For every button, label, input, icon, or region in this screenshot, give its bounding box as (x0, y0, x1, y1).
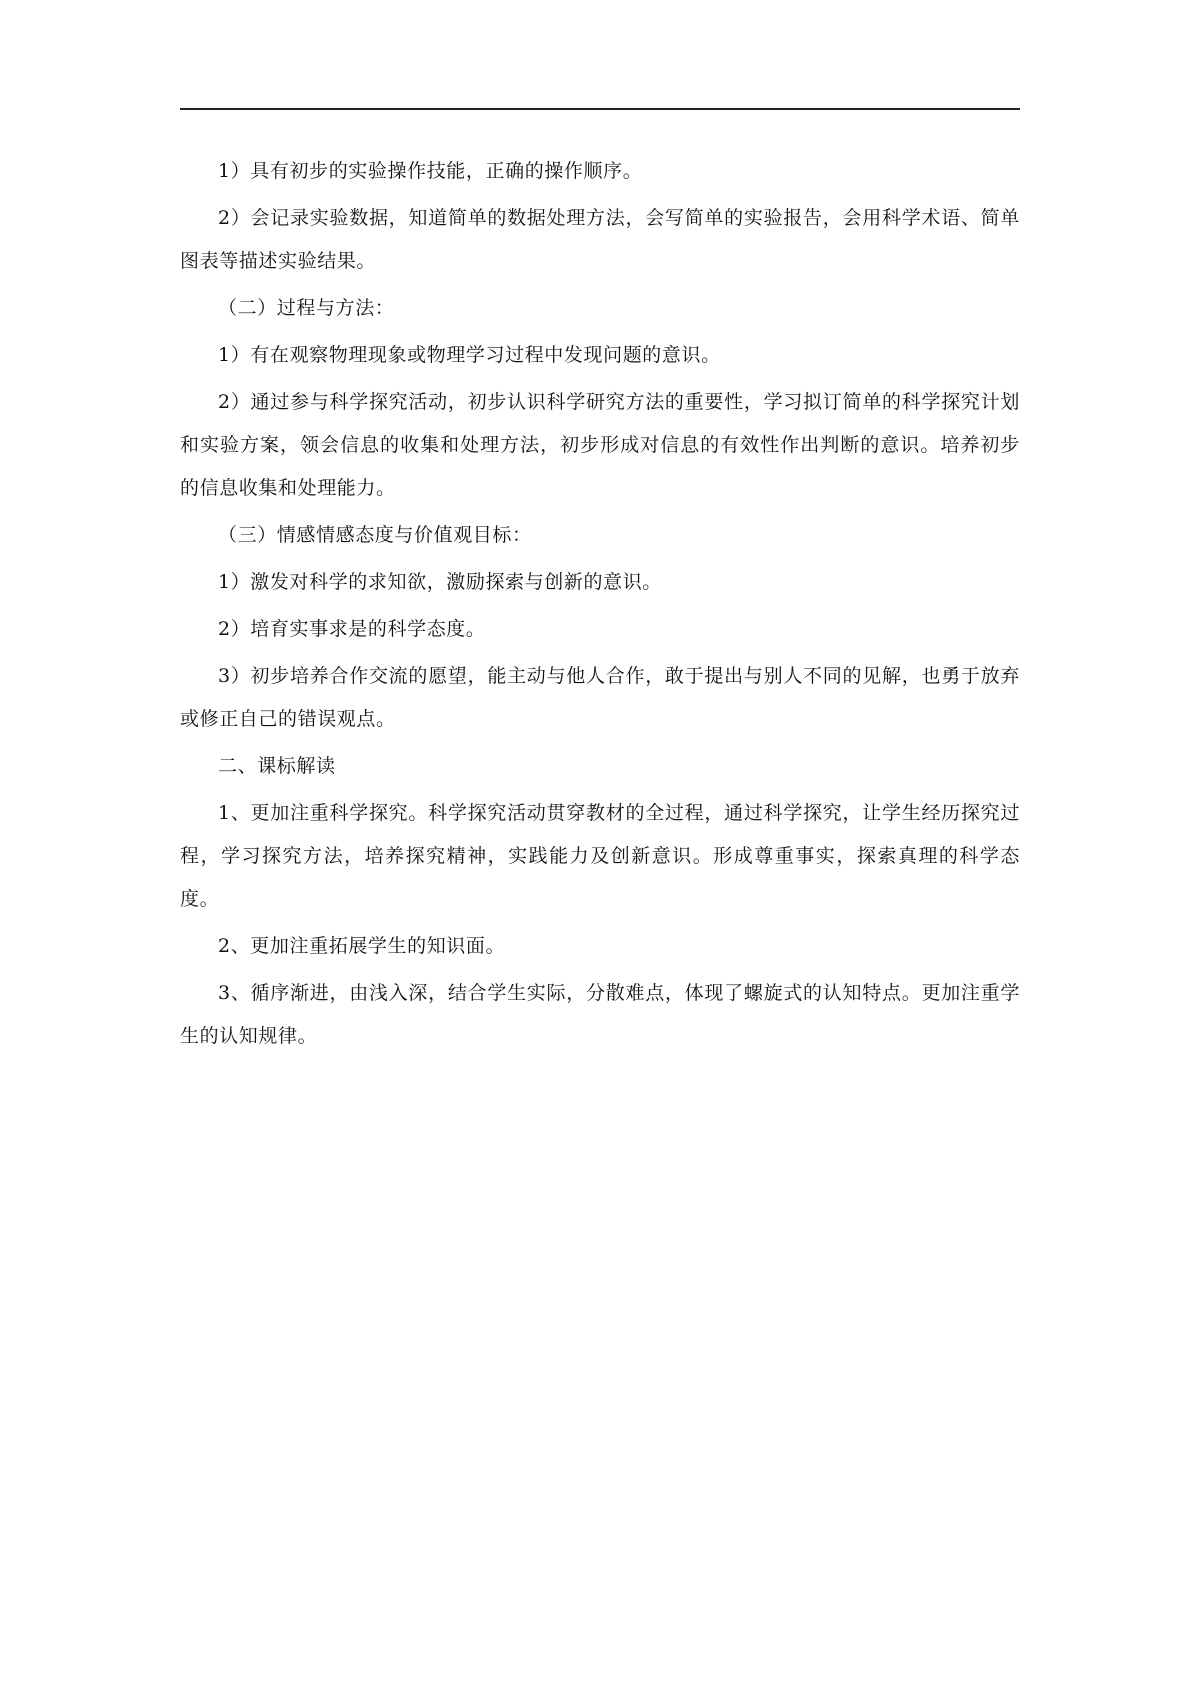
paragraph-emotion-1: 1）激发对科学的求知欲，激励探索与创新的意识。 (218, 571, 662, 593)
paragraph-emotion-3: 3）初步培养合作交流的愿望，能主动与他人合作，敢于提出与别人不同的见解，也勇于放弃或修正自己的错误观点。 (180, 665, 1020, 730)
section-heading-emotion-values: （三）情感情感态度与价值观目标： (218, 524, 532, 546)
paragraph-skill-1: 1）具有初步的实验操作技能，正确的操作顺序。 (218, 160, 643, 182)
section-heading-curriculum: 二、课标解读 (218, 755, 336, 777)
header-divider (180, 108, 1020, 110)
section-heading-process-method: （二）过程与方法： (218, 297, 395, 319)
paragraph-curriculum-1: 1、更加注重科学探究。科学探究活动贯穿教材的全过程，通过科学探究，让学生经历探究过程，学习探究方法，培养探究精神，实践能力及创新意识。形成尊重事实，探索真理的科学态度。 (180, 802, 1020, 910)
paragraph-curriculum-2: 2、更加注重拓展学生的知识面。 (218, 935, 506, 957)
paragraph-curriculum-3: 3、循序渐进，由浅入深，结合学生实际，分散难点，体现了螺旋式的认知特点。更加注重学生的认知规律。 (180, 982, 1020, 1047)
document-body (180, 150, 1020, 1062)
paragraph-process-2: 2）通过参与科学探究活动，初步认识科学研究方法的重要性，学习拟订简单的科学探究计划和实验方案，领会信息的收集和处理方法，初步形成对信息的有效性作出判断的意识。培养初步的信息收集和处理能力。 (180, 391, 1020, 499)
paragraph-skill-2: 2）会记录实验数据，知道简单的数据处理方法，会写简单的实验报告，会用科学术语、简单图表等描述实验结果。 (180, 207, 1020, 272)
paragraph-process-1: 1）有在观察物理现象或物理学习过程中发现问题的意识。 (218, 344, 721, 366)
paragraph-emotion-2: 2）培育实事求是的科学态度。 (218, 618, 486, 640)
